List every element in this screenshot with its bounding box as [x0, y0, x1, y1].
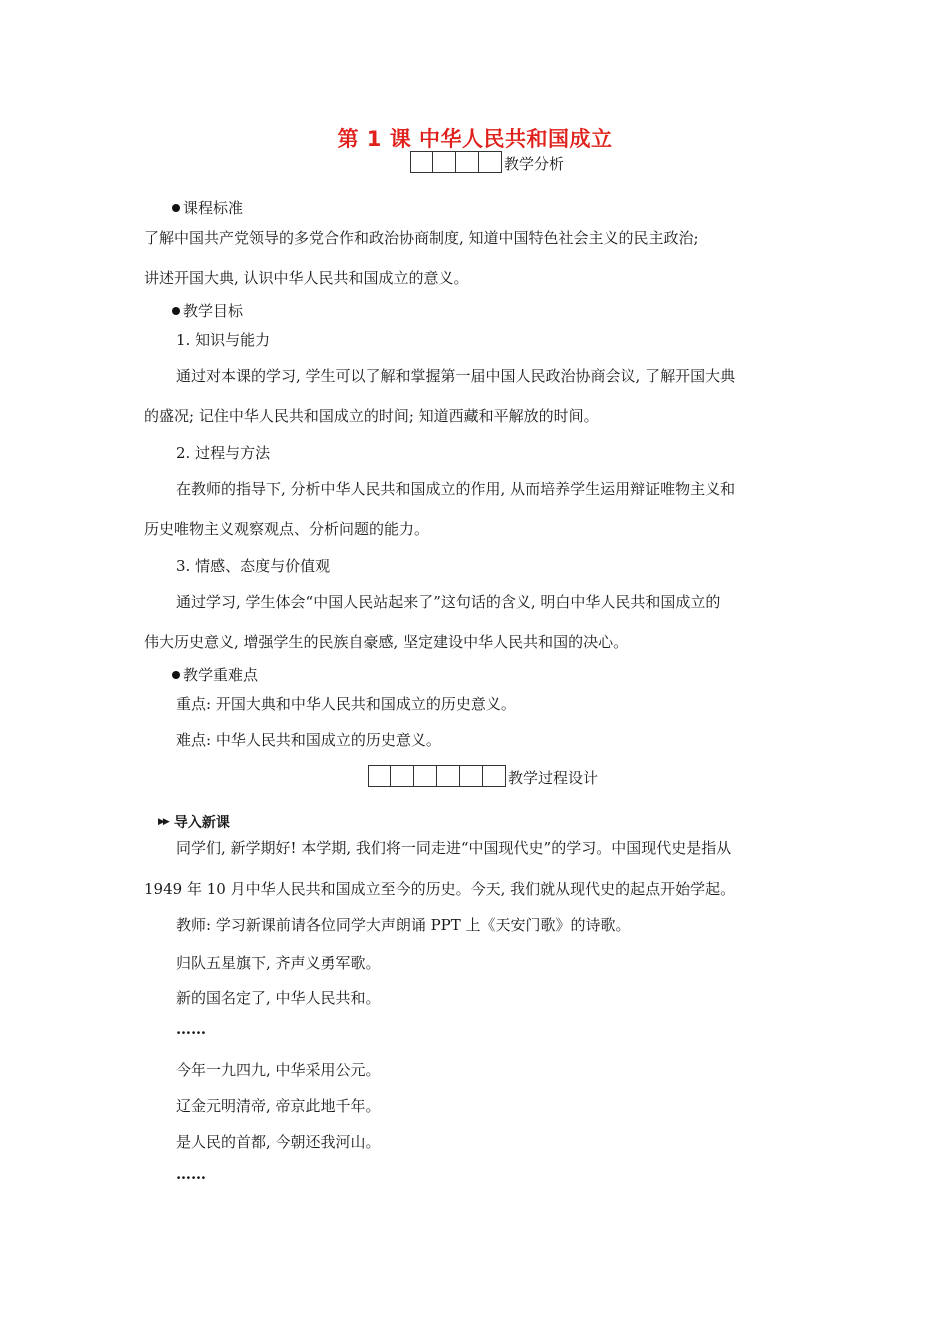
lesson-title: 第 1 课 中华人民共和国成立	[337, 127, 613, 151]
text-line: 通过学习, 学生体会“中国人民站起来了”这句话的含义, 明白中华人民共和国成立的	[176, 593, 721, 611]
poem-line: 今年一九四九, 中华采用公元。	[176, 1061, 381, 1079]
poem-line: 是人民的首都, 今朝还我河山。	[176, 1133, 381, 1151]
poem-line: 归队五星旗下, 齐声义勇军歌。	[176, 954, 381, 972]
ellipsis: ……	[176, 1020, 206, 1038]
header-box	[483, 765, 506, 787]
bullet-heading: 教学目标	[172, 301, 243, 321]
text-line: 的盛况; 记住中华人民共和国成立的时间; 知道西藏和平解放的时间。	[144, 407, 599, 425]
section-boxes	[368, 765, 506, 787]
text-line: 伟大历史意义, 增强学生的民族自豪感, 坚定建设中华人民共和国的决心。	[144, 633, 629, 651]
intro-heading: ▶▶ 导入新课	[158, 815, 230, 831]
text-line: 同学们, 新学期好! 本学期, 我们将一同走进“中国现代史”的学习。中国现代史是指从	[176, 839, 732, 857]
header-box	[410, 151, 433, 173]
header-box	[479, 151, 502, 173]
text-line: 在教师的指导下, 分析中华人民共和国成立的作用, 从而培养学生运用辩证唯物主义和	[176, 480, 736, 498]
header-box	[391, 765, 414, 787]
header-box	[456, 151, 479, 173]
poem-line: 辽金元明清帝, 帝京此地千年。	[176, 1097, 381, 1115]
text-line: 3. 情感、态度与价值观	[176, 557, 331, 575]
text-line: 1. 知识与能力	[176, 331, 271, 349]
text-line: 了解中国共产党领导的多党合作和政治协商制度, 知道中国特色社会主义的民主政治;	[144, 229, 699, 247]
text-line: 难点: 中华人民共和国成立的历史意义。	[176, 731, 441, 749]
text-line: 讲述开国大典, 认识中华人民共和国成立的意义。	[144, 269, 469, 287]
bullet-heading: 课程标准	[172, 198, 243, 218]
section-label: 教学分析	[504, 155, 565, 173]
filled-circle-icon	[172, 671, 180, 679]
poem-line: 新的国名定了, 中华人民共和。	[176, 989, 381, 1007]
section-boxes	[410, 151, 502, 173]
section-header-analysis	[410, 151, 564, 173]
text-line: 通过对本课的学习, 学生可以了解和掌握第一届中国人民政治协商会议, 了解开国大典	[176, 367, 736, 385]
header-box	[460, 765, 483, 787]
filled-circle-icon	[172, 204, 180, 212]
filled-circle-icon	[172, 307, 180, 315]
text-line: 教师: 学习新课前请各位同学大声朗诵 PPT 上《天安门歌》的诗歌。	[176, 916, 631, 934]
header-box	[433, 151, 456, 173]
ellipsis: ……	[176, 1165, 206, 1183]
text-line: 2. 过程与方法	[176, 444, 271, 462]
section-label: 教学过程设计	[508, 769, 599, 787]
header-box	[368, 765, 391, 787]
section-header-process	[368, 765, 598, 787]
text-line: 重点: 开国大典和中华人民共和国成立的历史意义。	[176, 695, 516, 713]
header-box	[437, 765, 460, 787]
header-box	[414, 765, 437, 787]
double-arrow-icon: ▶▶	[158, 817, 168, 827]
text-line: 历史唯物主义观察观点、分析问题的能力。	[144, 520, 430, 538]
bullet-heading: 教学重难点	[172, 665, 258, 685]
text-line: 1949 年 10 月中华人民共和国成立至今的历史。今天, 我们就从现代史的起点开始学起。	[144, 880, 736, 898]
